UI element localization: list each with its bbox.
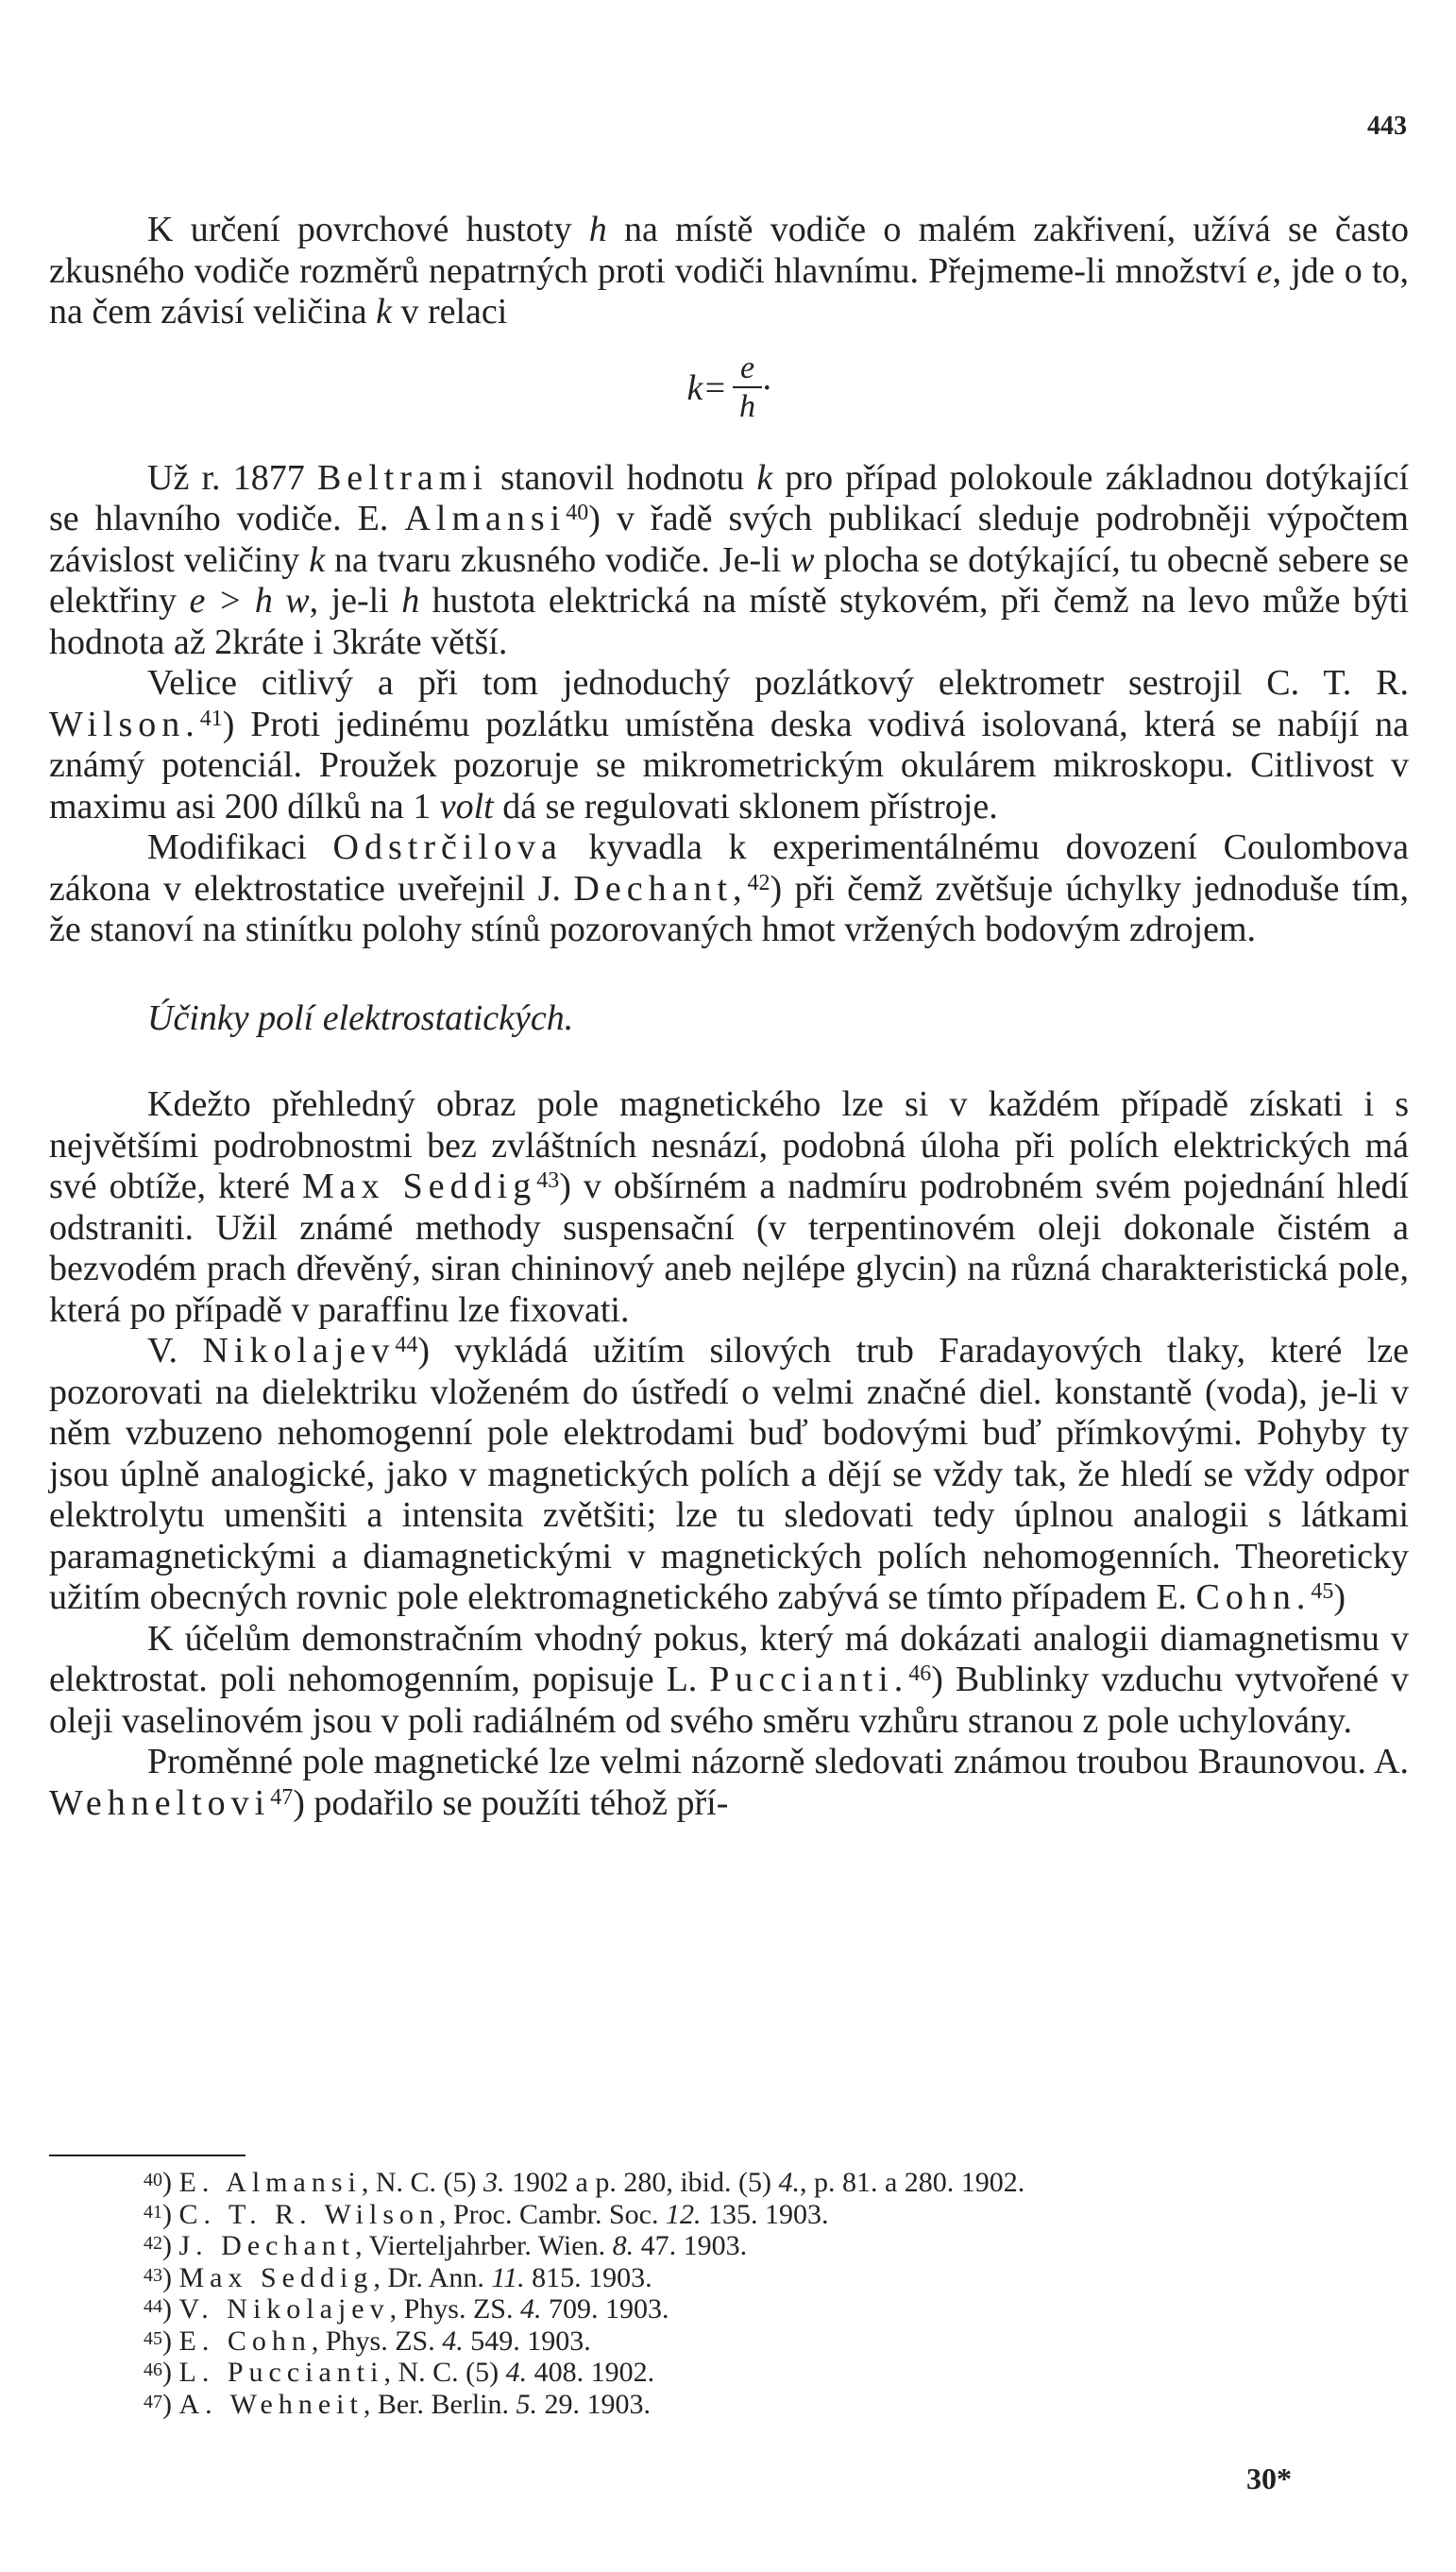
footnote-text: , Dr. Ann. bbox=[373, 2261, 492, 2293]
footnote-author: J. Dechant bbox=[178, 2230, 356, 2261]
signature-mark: 30* bbox=[1246, 2461, 1292, 2495]
footnote-41: $^{41}$) C. T. R. Wilson, Proc. Cambr. Soc. 12. 135. 1903. bbox=[144, 2198, 829, 2230]
footnote-number: 43 bbox=[144, 2264, 162, 2286]
var-k: k bbox=[756, 457, 773, 498]
footnote-volume: 4. bbox=[442, 2325, 464, 2357]
footnote-text: , p. 81. a 280. 1902. bbox=[799, 2167, 1025, 2198]
footnote-text: 549. 1903. bbox=[463, 2325, 591, 2357]
footnote-number: 44 bbox=[144, 2296, 162, 2317]
footnote-text: , Phys. ZS. bbox=[389, 2293, 520, 2325]
text: Už r. 1877 bbox=[147, 457, 317, 498]
footnote-number: 42 bbox=[144, 2233, 162, 2254]
text: ) bbox=[1333, 1577, 1346, 1617]
formula-denominator: h bbox=[739, 388, 755, 424]
footnote-text: 408. 1902. bbox=[527, 2357, 655, 2388]
formula-dot: · bbox=[762, 367, 771, 408]
text: ) vykládá užitím silových trub Faradayových tlaky, které lze pozorovati na dielektriku vloženém do ústředí o velmi značné diel. konstantě (voda), je-li v něm vzbuzeno nehomogenní pole elektrodami buď bodovými buď přímkovými. Pohyby ty jsou úplně analogické, jako v magnetických polích a dějí se vždy tak, že hledí se vždy odpor elektrolytu umenšiti a intensita zvětšiti; lze tu sledovati tedy úplnou analogii s látkami paramagnetickými a diamagnetickými v magnetických polích nehomogenních. Theoreticky užitím obecných rovnic pole elektromagnetického zabývá se tímto případem E. bbox=[49, 1331, 1410, 1617]
paragraph-8 bbox=[49, 1742, 1409, 1824]
paragraph-3 bbox=[49, 663, 1409, 827]
footnote-text: , Vierteljahrber. Wien. bbox=[355, 2230, 613, 2261]
section-heading: Účinky polí elektrostatických. bbox=[147, 997, 574, 1038]
unit-volt: volt bbox=[439, 786, 494, 826]
footnote-text: 815. 1903. bbox=[524, 2261, 652, 2293]
paragraph-2 bbox=[49, 458, 1409, 664]
var-k: k bbox=[309, 539, 326, 580]
footnote-number: 47 bbox=[144, 2391, 162, 2412]
footnote-ref: 47 bbox=[270, 1784, 294, 1810]
formula-numerator: e bbox=[733, 350, 762, 388]
text: Velice citlivý a při tom jednoduchý pozlátkový elektrometr sestrojil C. T. R. bbox=[147, 663, 1409, 703]
author-name: Dechant, bbox=[573, 868, 748, 909]
text: v relaci bbox=[391, 292, 508, 332]
paragraph-5 bbox=[49, 1084, 1409, 1331]
paragraph-1 bbox=[49, 210, 1409, 333]
text: V. bbox=[147, 1331, 203, 1371]
paragraph-7 bbox=[49, 1619, 1409, 1743]
text: stanovil hodnotu bbox=[487, 457, 757, 498]
text: K účelům demonstračním vhodný pokus, který má dokázati analogii diamagnetismu v elektrostat. poli nehomogenním, popisuje L. bbox=[49, 1618, 1409, 1699]
text: na místě vodiče o malém zakřivení, užívá se často zkusného vodiče rozměrů nepatrných proti vodiči hlavnímu. Přejmeme-li množství bbox=[49, 210, 1409, 291]
footnote-author: Max Seddig bbox=[178, 2261, 374, 2293]
footnote-ref: 42 bbox=[747, 870, 770, 895]
text: ) Bublinky vzduchu vytvořené v oleji vaselinovém jsou v poli radiálném od svého směru vzhůru stranou z pole uchylovány. bbox=[49, 1660, 1410, 1741]
text: ) Proti jedinému pozlátku umístěna deska vodivá isolovaná, která se nabíjí na známý potenciál. Proužek pozoruje se mikrometrickým okulárem mikroskopu. Citlivost v maximu asi 200 dílků na 1 bbox=[49, 704, 1409, 826]
text: na tvaru zkusného vodiče. Je-li bbox=[325, 539, 791, 580]
footnote-volume: 4. bbox=[519, 2293, 542, 2325]
footnote-ref: 45 bbox=[1311, 1579, 1334, 1604]
paragraph-4 bbox=[49, 827, 1409, 951]
text: dá se regulovati sklonem přístroje. bbox=[493, 786, 998, 826]
text: hustota elektrická na místě stykovém, při čemž na levo může býti hodnota až 2kráte i 3kráte větší. bbox=[49, 581, 1410, 662]
text: , jde o to, na čem závisí veličina bbox=[49, 250, 1410, 332]
formula bbox=[49, 350, 1409, 437]
footnote-volume: 4. bbox=[505, 2357, 528, 2388]
footnote-40: $^{40}$) E. Almansi, N. C. (5) 3. 1902 a p. 280, ibid. (5) 4., p. 81. a 280. 1902. bbox=[144, 2167, 1025, 2198]
author-name: Wehneltovi bbox=[49, 1782, 271, 1823]
text: ) při čemž zvětšuje úchylky jednoduše tím, že stanoví na stinítku polohy stínů pozorovaných hmot vržených bodovým zdrojem. bbox=[49, 868, 1409, 949]
paragraph-6 bbox=[49, 1331, 1409, 1619]
var-e: e bbox=[1256, 250, 1273, 291]
footnote-text: 29. 1903. bbox=[537, 2388, 651, 2420]
text: Kdežto přehledný obraz pole magnetického lze si v každém případě získati i s největšími podrobnostmi bez zvláštních nesnází, podobná úloha při polích elektrických má své obtíže, které bbox=[49, 1084, 1409, 1206]
footnote-text: , N. C. (5) bbox=[361, 2167, 483, 2198]
footnote-divider bbox=[49, 2155, 245, 2156]
text: ) v řadě svých publikací sleduje podrobněji výpočtem závislost veličiny bbox=[49, 499, 1409, 580]
text: pro případ polokoule základnou dotýkající se hlavního vodiče. E. bbox=[49, 457, 1409, 538]
footnote-46: $^{46}$) L. Puccianti, N. C. (5) 4. 408. 1902. bbox=[144, 2357, 655, 2388]
text: ) podařilo se použíti téhož pří- bbox=[293, 1782, 729, 1823]
author-name: Odstrčilova bbox=[332, 827, 563, 867]
footnote-text: , N. C. (5) bbox=[383, 2357, 506, 2388]
author-name: Puccianti. bbox=[709, 1660, 909, 1699]
text: Proměnné pole magnetické lze velmi názorně sledovati známou troubou Braunovou. A. bbox=[147, 1742, 1409, 1781]
footnote-text: 47. 1903. bbox=[634, 2230, 748, 2261]
inequality: e > h w bbox=[189, 581, 310, 621]
footnote-number: 40 bbox=[144, 2170, 162, 2190]
body-text bbox=[49, 210, 1409, 1824]
text: kyvadla k experimentálnému dovození Coulombova zákona v elektrostatice uveřejnil J. bbox=[49, 827, 1409, 909]
footnote-number: 41 bbox=[144, 2201, 162, 2223]
text: K určení povrchové hustoty bbox=[147, 210, 589, 249]
footnote-volume: 3. bbox=[483, 2167, 505, 2198]
footnote-ref: 41 bbox=[199, 706, 223, 731]
footnote-author: V. Nikolajev bbox=[178, 2293, 390, 2325]
footnote-text: , Proc. Cambr. Soc. bbox=[439, 2198, 666, 2230]
footnotes bbox=[144, 2167, 1371, 2420]
author-name: Nikolajev bbox=[202, 1331, 396, 1371]
footnote-number: 46 bbox=[144, 2359, 162, 2380]
author-name: Beltrami bbox=[316, 457, 488, 498]
footnote-47: $^{47}$) A. Wehneit, Ber. Berlin. 5. 29. 1903. bbox=[144, 2388, 651, 2420]
footnote-volume: 8. bbox=[612, 2230, 635, 2261]
footnote-volume: 5. bbox=[516, 2388, 537, 2420]
footnote-42: $^{42}$) J. Dechant, Vierteljahrber. Wien. 8. 47. 1903. bbox=[144, 2230, 748, 2261]
formula-fraction bbox=[733, 350, 762, 426]
footnote-author: A. Wehneit bbox=[178, 2388, 364, 2420]
var-w: w bbox=[790, 539, 815, 580]
footnote-text: 135. 1903. bbox=[701, 2198, 829, 2230]
author-name: Max Seddig bbox=[301, 1167, 537, 1206]
footnote-volume: 11. bbox=[491, 2261, 525, 2293]
footnote-43: $^{43}$) Max Seddig, Dr. Ann. 11. 815. 1903. bbox=[144, 2261, 652, 2293]
footnote-ref: 43 bbox=[536, 1168, 560, 1193]
footnote-ref: 46 bbox=[908, 1661, 932, 1686]
text: Modifikaci bbox=[147, 827, 333, 867]
formula-lhs: k= bbox=[686, 367, 727, 408]
var-k: k bbox=[376, 292, 392, 332]
var-h: h bbox=[401, 581, 420, 621]
footnote-author: C. T. R. Wilson bbox=[178, 2198, 439, 2230]
footnote-text: 1902 a p. 280, ibid. (5) bbox=[504, 2167, 779, 2198]
footnote-ref: 44 bbox=[395, 1333, 418, 1357]
footnote-45: $^{45}$) E. Cohn, Phys. ZS. 4. 549. 1903. bbox=[144, 2325, 591, 2357]
footnote-number: 45 bbox=[144, 2327, 162, 2349]
footnote-text: , Ber. Berlin. bbox=[363, 2388, 516, 2420]
text: plocha se dotýkající, tu obecně sebere se elektřiny bbox=[49, 539, 1410, 621]
footnote-author: E. Almansi bbox=[178, 2167, 362, 2198]
footnote-volume: 4. bbox=[778, 2167, 800, 2198]
author-name: Wilson. bbox=[49, 704, 200, 744]
footnote-author: L. Puccianti bbox=[178, 2357, 384, 2388]
author-name: Cohn. bbox=[1195, 1577, 1312, 1617]
text: , je-li bbox=[309, 581, 402, 621]
footnote-44: $^{44}$) V. Nikolajev, Phys. ZS. 4. 709. 1903. bbox=[144, 2293, 669, 2325]
footnote-volume: 12. bbox=[666, 2198, 702, 2230]
text: ) v obšírném a nadmíru podrobném svém pojednání hledí odstraniti. Užil známé methody suspensační (v terpentinovém oleji dokonale čistém a bezvodém prach dřevěný, siran chininový aneb nejlépe glycin) na různá charakteristická pole, která po případě v paraffinu lze fixovati. bbox=[49, 1167, 1410, 1330]
footnote-text: , Phys. ZS. bbox=[311, 2325, 443, 2357]
page-number: 443 bbox=[1367, 111, 1407, 141]
author-name: Almansi bbox=[404, 499, 567, 538]
footnote-author: E. Cohn bbox=[178, 2325, 312, 2357]
var-h: h bbox=[588, 210, 607, 249]
footnote-ref: 40 bbox=[566, 501, 589, 525]
footnote-text: 709. 1903. bbox=[541, 2293, 669, 2325]
